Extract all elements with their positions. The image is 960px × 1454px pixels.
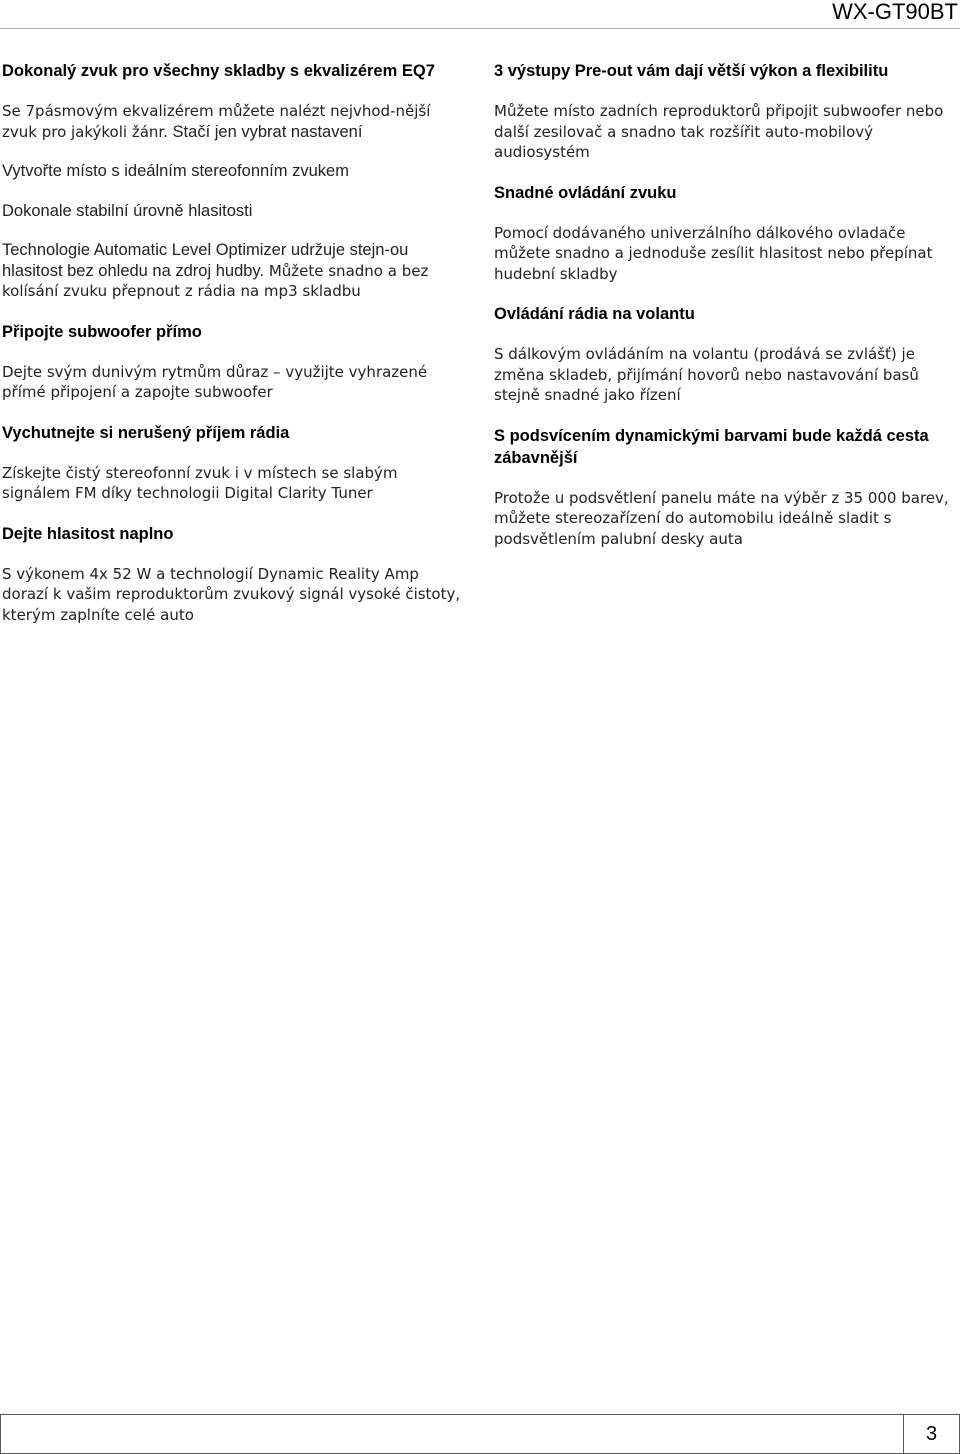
heading-backlight: S podsvícením dynamickými barvami bude každá cesta zábavnější <box>494 426 929 467</box>
text-sound-control: Pomocí dodávaného univerzálního dálkového ovladače můžete snadno a jednoduše zesílit hlasitost nebo přepínat hudební skladby <box>494 223 933 283</box>
text-stable-volume: Dokonale stabilní úrovně hlasitosti <box>2 201 253 220</box>
text-preout: Můžete místo zadních reproduktorů připojit subwoofer nebo další zesilovač a snadno tak rozšířit auto-mobilový audiosystém <box>494 102 944 161</box>
page-number: 3 <box>925 1423 938 1445</box>
heading-eq7: Dokonalý zvuk pro všechny skladby s ekvalizérem EQ7 <box>2 62 435 80</box>
heading-radio-reception: Vychutnejte si nerušený příjem rádia <box>2 423 290 442</box>
heading-volume: Dejte hlasitost naplno <box>2 524 174 543</box>
text-backlight: Protože u podsvětlení panelu máte na výběr z 35 000 barev, můžete stereozařízení do automobilu ideálně sladit s podsvětlením palubní desky auta <box>494 488 949 548</box>
header-divider <box>0 28 960 29</box>
heading-sound-control: Snadné ovládání zvuku <box>494 183 677 202</box>
text-eq7-part2: Stačí jen vybrat nastavení <box>167 122 363 141</box>
heading-steering-control: Ovládání rádia na volantu <box>494 305 695 323</box>
text-radio-reception: Získejte čistý stereofonní zvuk i v místech se slabým signálem FM díky technologii Digital Clarity Tuner <box>2 463 398 502</box>
heading-preout: 3 výstupy Pre-out vám dají větší výkon a flexibilitu <box>494 62 889 80</box>
text-alo <box>2 240 462 302</box>
text-steering-control: S dálkovým ovládáním na volantu (prodává se zvlášť) je změna skladeb, přijímání hovorů nebo nastavování basů stejně snadné jako řízení <box>494 345 919 404</box>
text-eq7 <box>2 101 462 142</box>
text-eq7-part1: Se 7pásmovým ekvalizérem můžete nalézt nejvhod-nější zvuk pro jakýkoli žánr. <box>2 102 431 141</box>
heading-subwoofer: Připojte subwoofer přímo <box>2 322 202 341</box>
left-column <box>2 60 462 644</box>
right-column <box>494 60 954 568</box>
text-subwoofer: Dejte svým dunivým rytmům důraz – využijte vyhrazené přímé připojení a zapojte subwoofer <box>2 362 428 401</box>
model-name: WX-GT90BT <box>832 0 958 24</box>
text-stereo-place: Vytvořte místo s ideálním stereofonním zvukem <box>2 162 349 180</box>
text-volume: S výkonem 4x 52 W a technologií Dynamic Reality Amp dorazí k vašim reproduktorům zvukový signál vysoké čistoty, kterým zaplníte celé auto <box>2 564 461 624</box>
footer-box <box>0 1414 960 1454</box>
text-alo-part2: Můžete snadno a bez kolísání zvuku přepnout z rádia na mp3 skladbu <box>2 261 429 300</box>
text-alo-part1: Technologie Automatic Level Optimizer udržuje stejn-ou hlasitost bez ohledu na zdroj hudby. <box>2 241 409 280</box>
